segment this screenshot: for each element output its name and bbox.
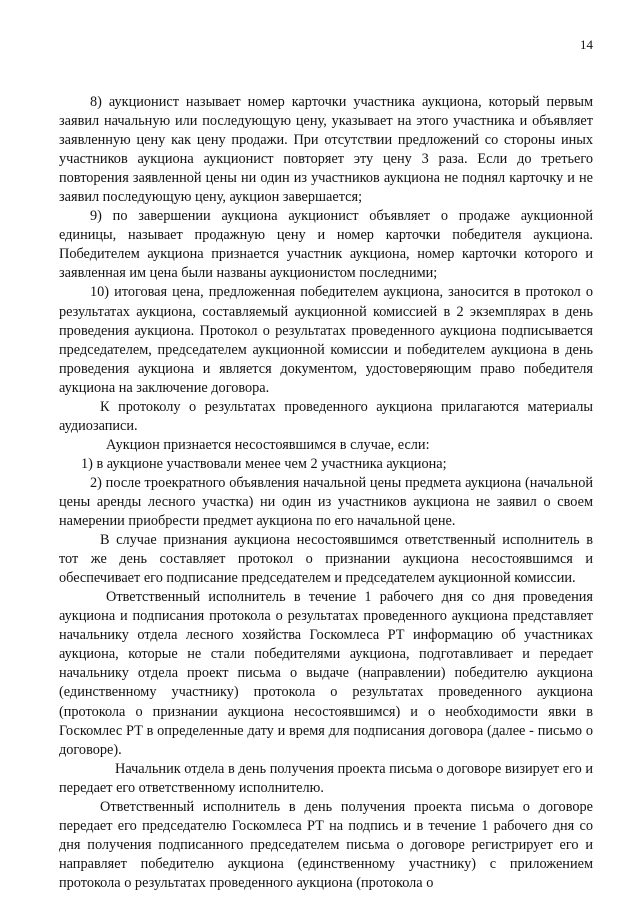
paragraph-failed-case-2: 2) после троекратного объявления начальной цены предмета аукциона (начальной цены аренды лесного участка) ни один из участников аукциона не заявил о своем намерении приобрести предмет аукциона по его начальной цене. — [59, 474, 593, 530]
paragraph-executor-duties: Ответственный исполнитель в течение 1 рабочего дня со дня проведения аукциона и подписания протокола о результатах проведенного аукциона представляет начальнику отдела лесного хозяйства Госкомлеса РТ информацию об участниках аукциона, которые не стали победителями аукциона, подготавливает и передает начальнику отдела проект письма о выдаче (направлении) победителю аукциона (единственному участнику) протокола о результатах проведенного аукциона (протокола о признании аукциона несостоявшимся) и о необходимости явки в Госкомлес РТ в определенные дату и время для подписания договора (далее - письмо о договоре). — [59, 589, 593, 758]
paragraph-department-head: Начальник отдела в день получения проекта письма о договоре визирует его и передает его ответственному исполнителю. — [59, 760, 593, 796]
paragraph-auction-failed-intro: Аукцион признается несостоявшимся в случае, если: — [106, 436, 430, 453]
paragraph-failed-case-1: 1) в аукционе участвовали менее чем 2 участника аукциона; — [81, 455, 447, 472]
paragraph-item-9: 9) по завершении аукциона аукционист объявляет о продаже аукционной единицы, называет продажную цену и номер карточки победителя аукциона. Победителем аукциона признается участник аукциона, номер карточки которого и заявленная им цена были названы аукционистом последними; — [59, 208, 593, 282]
page-number: 14 — [580, 37, 593, 52]
paragraph-item-8: 8) аукционист называет номер карточки участника аукциона, который первым заявил начальную или последующую цену, указывает на этого участника и объявляет заявленную цену как цену продажи. При отсутствии предложений со стороны иных участников аукциона аукционист повторяет эту цену 3 раза. Если до третьего повторения заявленной цены ни один из участников аукциона не поднял карточку и не заявил последующую цену, аукцион завершается; — [59, 94, 593, 206]
paragraph-failed-protocol: В случае признания аукциона несостоявшимся ответственный исполнитель в тот же день составляет протокол о признании аукциона несостоявшимся и обеспечивает его подписание председателем и председателем аукционной комиссии. — [59, 532, 593, 587]
paragraph-protocol-attachments: К протоколу о результатах проведенного аукциона прилагаются материалы аудиозаписи. — [59, 398, 593, 434]
document-body — [59, 93, 593, 893]
paragraph-item-10: 10) итоговая цена, предложенная победителем аукциона, заносится в протокол о результатах аукциона, составляемый аукционной комиссией в 2 экземплярах в день проведения аукциона. Протокол о результатах проведенного аукциона подписывается председателем, председателем аукционной комиссии и победителем аукциона в день проведения аукциона и является документом, удостоверяющим право победителя аукциона на заключение договора. — [59, 284, 593, 396]
paragraph-executor-letter: Ответственный исполнитель в день получения проекта письма о договоре передает его председателю Госкомлеса РТ на подпись и в течение 1 рабочего дня со дня получения подписанного председателем письма о договоре регистрирует его и направляет победителю аукциона (единственному участнику) с приложением протокола о результатах проведенного аукциона (протокола о — [59, 798, 593, 891]
